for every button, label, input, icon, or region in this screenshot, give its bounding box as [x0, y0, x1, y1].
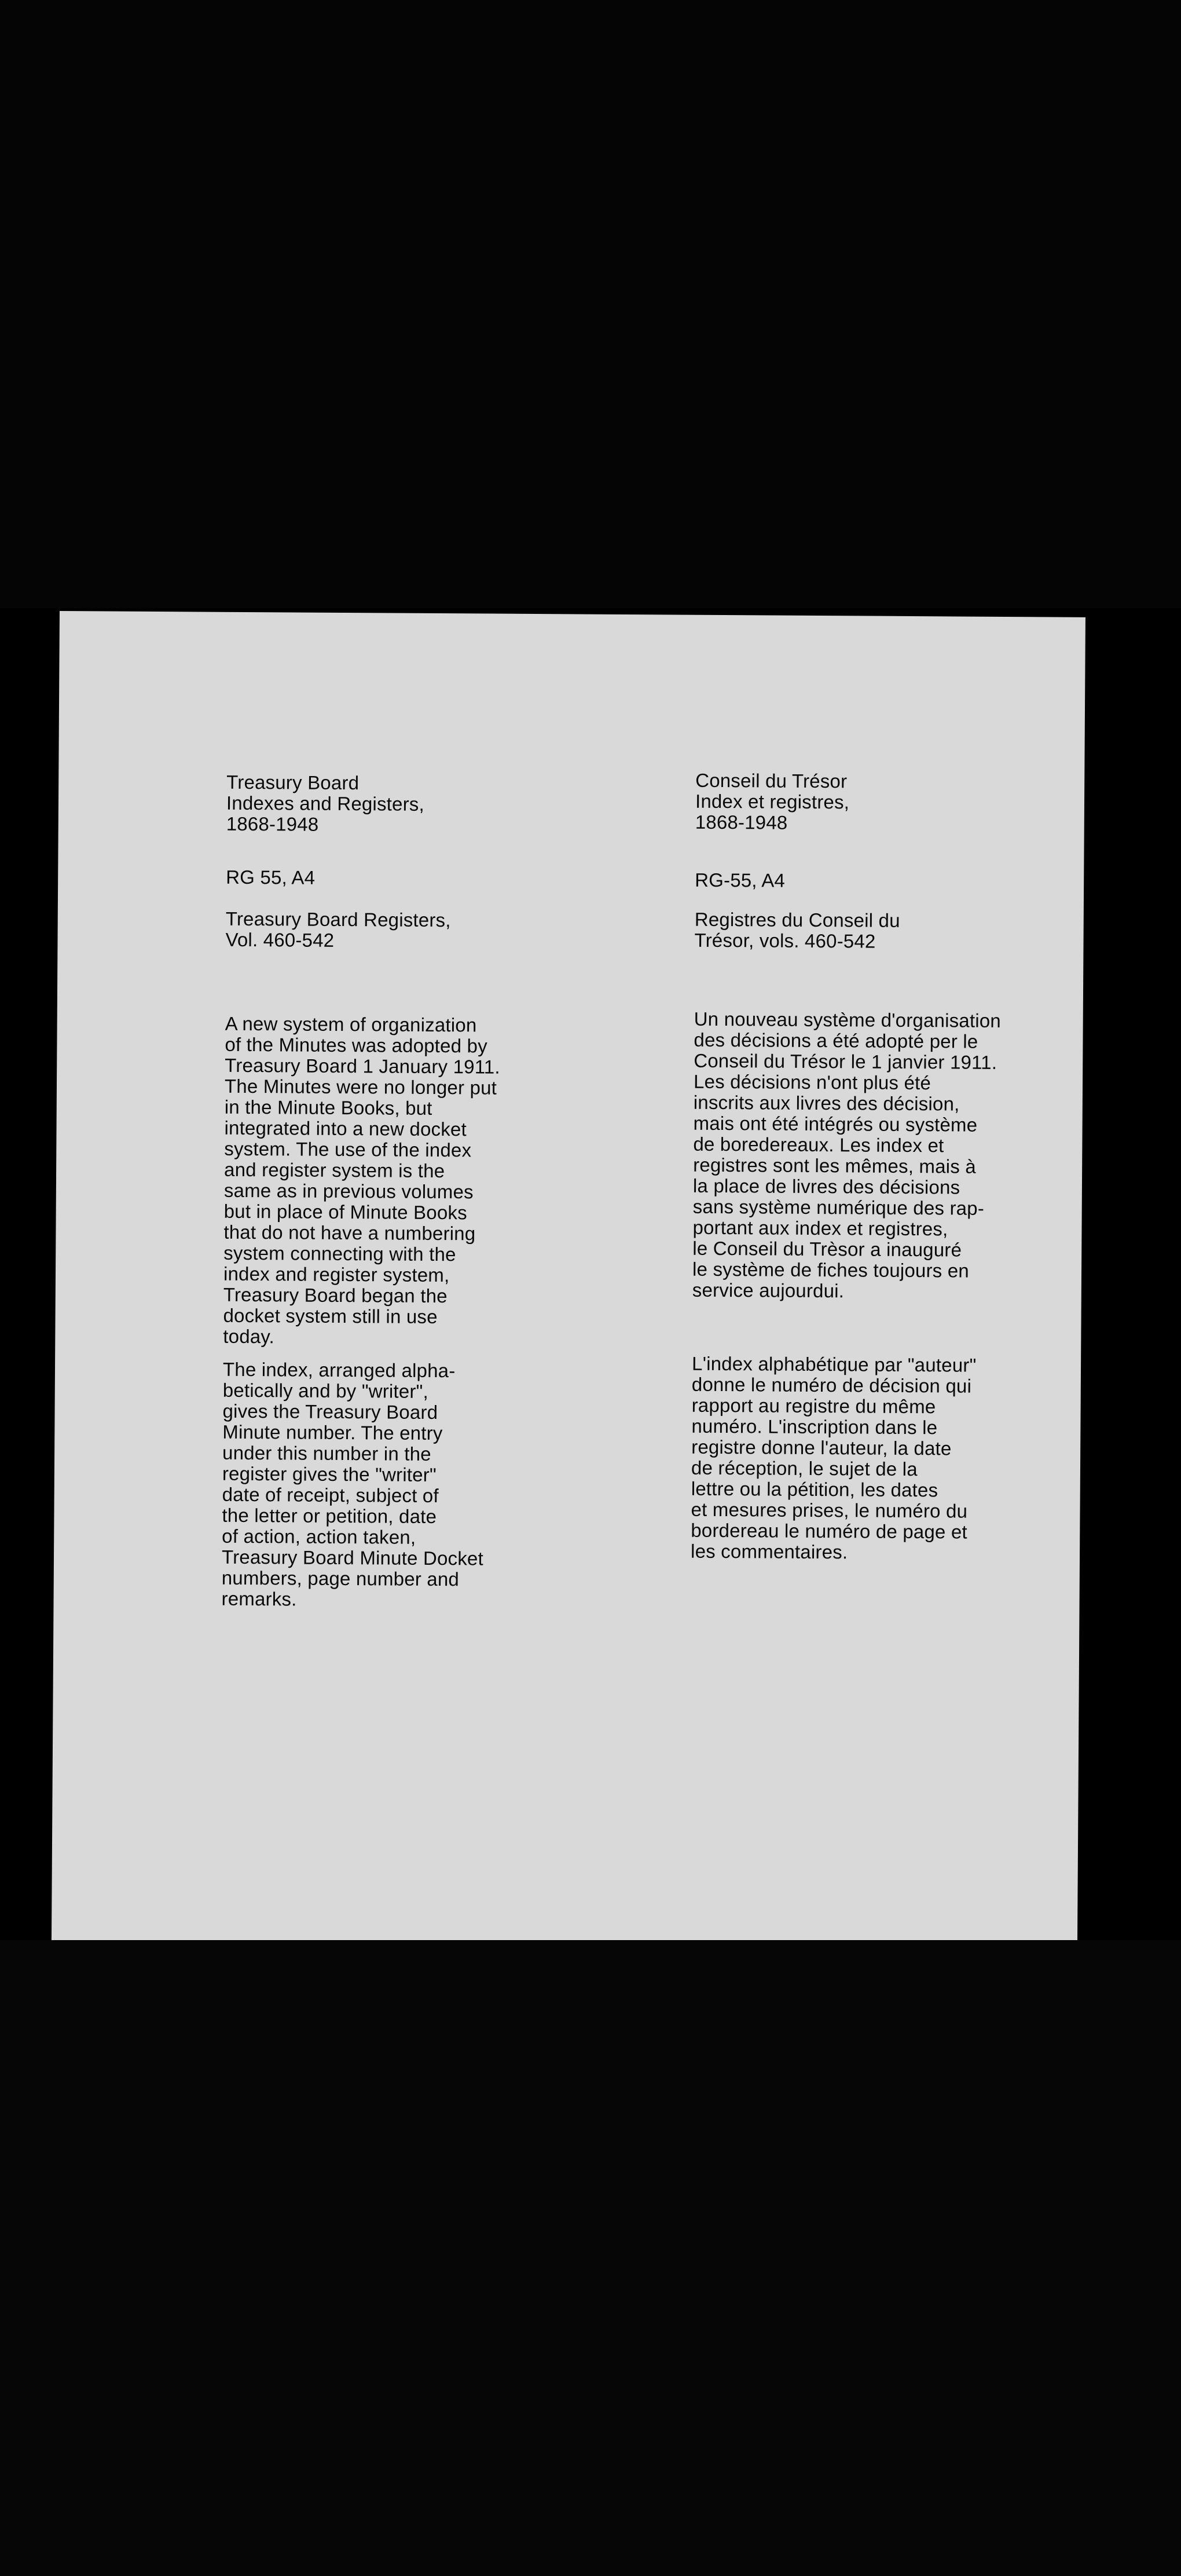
english-column	[221, 612, 529, 1610]
french-paragraph-2: L'index alphabétique par "auteur" donne le numéro de décision qui rapport au registre du même numéro. L'inscription dans le registre donne l'auteur, la date de réception, le sujet de la lettre ou la pétition, les dates et mesures prises, le numéro du bordereau le numéro de page et les commentaires.	[690, 1352, 977, 1563]
french-reference: RG-55, A4	[695, 869, 786, 891]
english-reference: RG 55, A4	[226, 866, 316, 888]
french-subtitle: Registres du Conseil du Trésor, vols. 460-542	[694, 908, 900, 952]
english-paragraph-2: The index, arranged alpha- betically and by "writer", gives the Treasury Board Minute number. The entry under this number in the register gives the "writer" date of receipt, subject of the letter or petition, date of action, action taken, Treasury Board Minute Docket numbers, page number and remarks.	[221, 1358, 484, 1610]
french-column	[690, 615, 1055, 1563]
microfilm-border-bottom	[0, 1940, 1181, 2576]
english-paragraph-1: A new system of organization of the Minutes was adopted by Treasury Board 1 January 1911. The Minutes were no longer put in the Minute Books, but integrated into a new docket system. The use of the index and register system is the same as in previous volumes but in place of Minute Books that do not have a numbering system connecting with the index and register system, Treasury Board began the docket system still in use today.	[223, 1012, 500, 1348]
english-subtitle: Treasury Board Registers, Vol. 460-542	[225, 908, 451, 951]
french-heading: Conseil du Trésor Index et registres, 1868-1948	[695, 769, 850, 833]
english-heading: Treasury Board Indexes and Registers, 1868-1948	[226, 771, 425, 835]
microfilm-border-top	[0, 0, 1181, 608]
document-page	[52, 611, 1085, 1946]
french-paragraph-1: Un nouveau système d'organisation des décisions a été adopté per le Conseil du Trésor le 1 janvier 1911. Les décisions n'ont plus été inscrits aux livres des décision, mais ont été intégrés ou système de boredereaux. Les index et registres sont les mêmes, mais à la place de livres des décisions sans système numérique des rap- portant aux index et registres, le Conseil du Trèsor a inauguré le système de fiches toujours en service aujourdui.	[692, 1008, 1002, 1302]
